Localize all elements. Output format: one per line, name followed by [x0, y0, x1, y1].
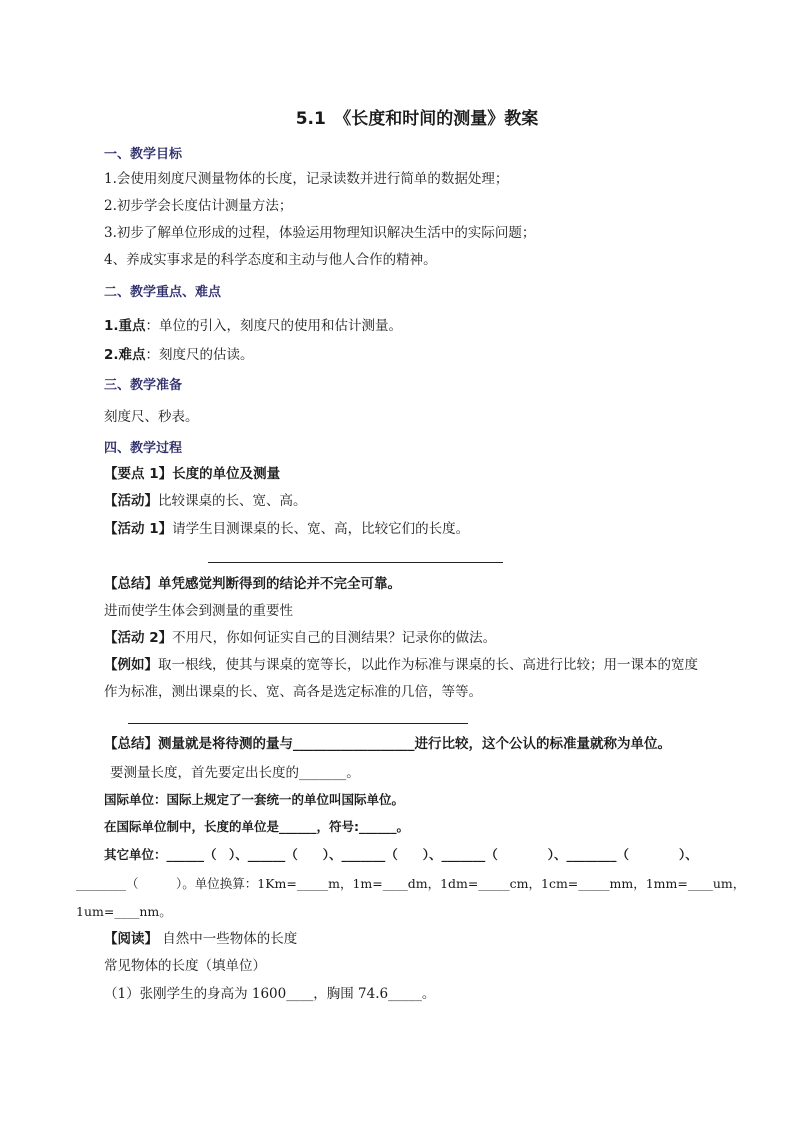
section-heading-goals: 一、教学目标: [104, 147, 183, 162]
section-heading-keypoints: 二、教学重点、难点: [104, 285, 222, 300]
section-heading-process: 四、教学过程: [104, 441, 183, 456]
example-line: [104, 655, 698, 675]
activity-line: [104, 628, 496, 648]
answer-blank-line: [128, 723, 468, 724]
text-line: 常见物体的长度（填单位）: [104, 958, 266, 974]
goal-item: 2.初步学会长度估计测量方法；: [104, 198, 293, 214]
text-line: 要测量长度，首先要定出长度的_______。: [110, 765, 360, 781]
reading-line: [104, 929, 297, 949]
keypoint-item: [104, 316, 402, 336]
activity-line: [104, 519, 469, 539]
goal-item: 4、养成实事求是的科学态度和主动与他人合作的精神。: [104, 252, 437, 268]
example-label: 【例如】: [104, 657, 158, 673]
keypoint-text: ：刻度尺的估读。: [145, 347, 254, 363]
activity-text: 不用尺，你如何证实自己的目测结果？记录你的做法。: [172, 630, 497, 646]
text-line: 国际单位：国际上规定了一套统一的单位叫国际单位。: [104, 792, 405, 807]
summary-line: 【总结】测量就是将待测的量与__________________进行比较，这个公认的标准量就称为单位。: [104, 736, 671, 752]
keypoint-label: 1.重点: [104, 318, 146, 334]
answer-blank-line: [208, 562, 503, 563]
reading-label: 【阅读】: [104, 931, 158, 947]
section-heading-prep: 三、教学准备: [104, 378, 183, 393]
process-point-heading: 【要点 1】长度的单位及测量: [104, 466, 281, 482]
goal-item: 1.会使用刻度尺测量物体的长度，记录读数并进行简单的数据处理；: [104, 171, 509, 187]
activity-label: 【活动 1】: [104, 521, 173, 537]
summary-line: 【总结】单凭感觉判断得到的结论并不完全可靠。: [104, 576, 401, 592]
reading-text: 自然中一些物体的长度: [162, 931, 298, 947]
text-line: 进而使学生体会到测量的重要性: [104, 603, 293, 619]
activity-label: 【活动 2】: [104, 630, 173, 646]
text-line: 其它单位：______（ ）、______（ ）、_______（ ）、_______（ ）、________（ ）、: [104, 847, 698, 862]
goal-item: 3.初步了解单位形成的过程，体验运用物理知识解决生活中的实际问题；: [104, 225, 536, 241]
page-title: 5.1 《长度和时间的测量》教案: [295, 109, 539, 129]
text-line: （1）张刚学生的身高为 1600____，胸围 74.6_____。: [104, 986, 436, 1002]
text-line: 在国际单位制中，长度的单位是______，符号:______。: [104, 819, 409, 834]
text-line: 1um=____nm。: [76, 904, 172, 919]
keypoint-item: [104, 345, 254, 365]
activity-text: 请学生目测课桌的长、宽、高，比较它们的长度。: [172, 521, 470, 537]
prep-text: 刻度尺、秒表。: [104, 409, 199, 425]
keypoint-text: ：单位的引入，刻度尺的使用和估计测量。: [145, 318, 403, 334]
activity-line: [104, 491, 307, 511]
text-line: ________（ ）。单位换算：1Km=_____m，1m=____dm，1dm=_____cm，1cm=_____mm，1mm=____um，: [76, 876, 746, 891]
example-text: 取一根线，使其与课桌的宽等长，以此作为标准与课桌的长、高进行比较；用一课本的宽度: [158, 657, 698, 673]
activity-text: 比较课桌的长、宽、高。: [158, 493, 307, 509]
keypoint-label: 2.难点: [104, 347, 146, 363]
text-line: 作为标准，测出课桌的长、宽、高各是选定标准的几倍，等等。: [104, 684, 482, 700]
activity-label: 【活动】: [104, 493, 158, 509]
